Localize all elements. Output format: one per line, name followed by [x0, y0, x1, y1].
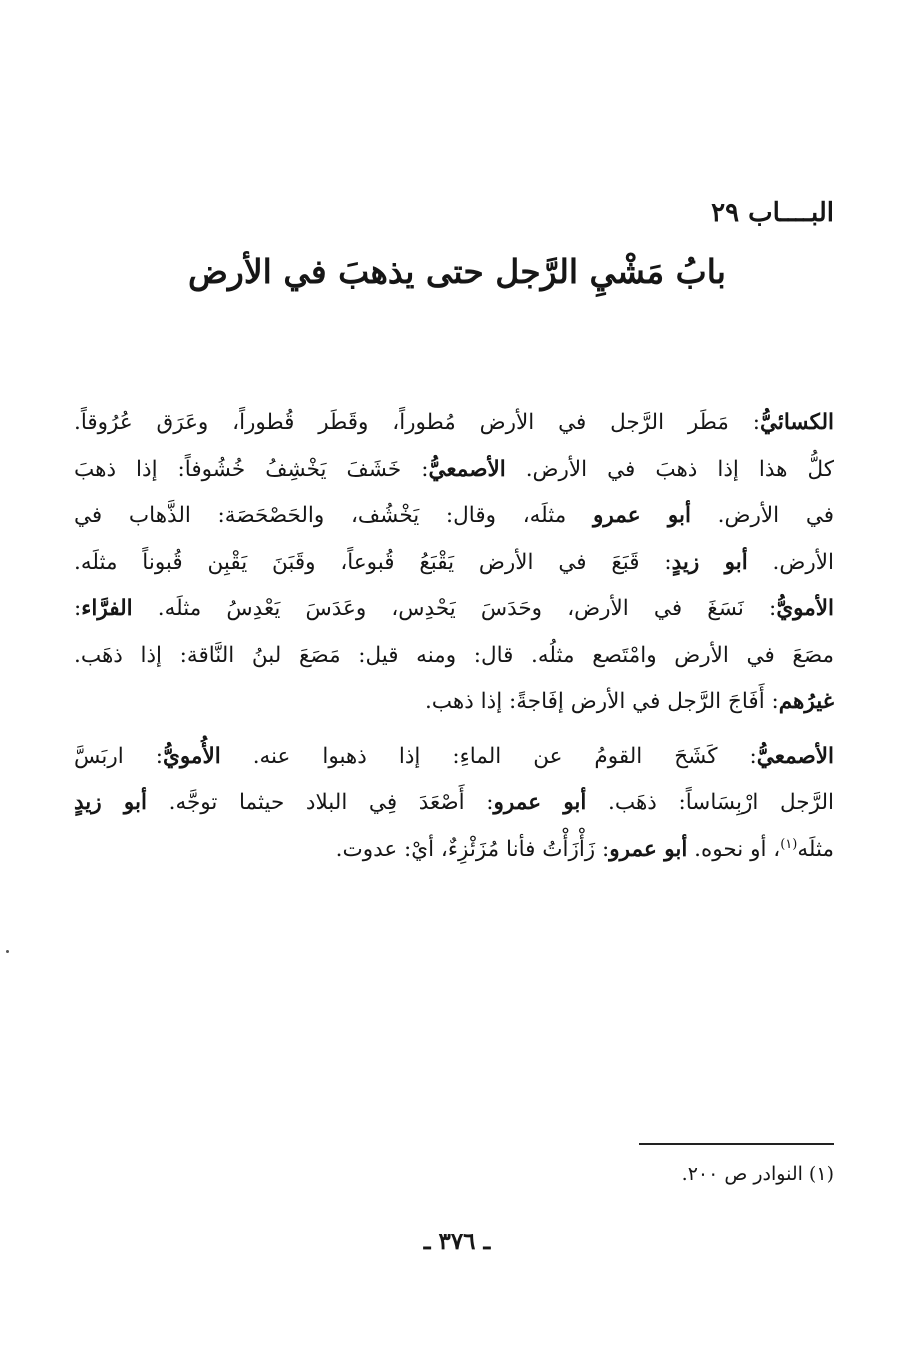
text-segment: مصَعَ في الأرض وامْتَصع مثلُه. قال: ومنه قيل: مَصَعَ لبنُ النَّاقة: إذا ذهَب. — [74, 642, 834, 668]
footnote-marker[interactable]: (١) — [780, 836, 798, 852]
text-line — [74, 447, 834, 494]
chapter-label: البــــاب ٢٩ — [711, 198, 834, 228]
scholar-name: الكسائيُّ — [759, 410, 834, 435]
scan-speck — [6, 950, 9, 953]
scholar-name: الأُمويُّ — [163, 743, 221, 769]
scholar-name: الفرَّاء — [81, 596, 133, 621]
text-segment: الرَّجل ارْبِسَاساً: ذهَب. — [586, 790, 834, 815]
text-segment: : مَطَر الرَّجل في الأرض مُطوراً، وقَطَر قُطوراً، وعَرَق عُرُوقاً. — [74, 410, 760, 435]
scholar-name: أبو عمرو — [609, 836, 688, 862]
text-segment: : كَشَحَ القومُ عن الماءِ: إذا ذهبوا عنه. — [220, 743, 757, 769]
text-line — [74, 633, 834, 680]
text-segment: : اربَسَّ — [74, 743, 163, 769]
scholar-name: أبو عمرو — [493, 790, 587, 815]
text-line — [74, 780, 834, 827]
page-number: ـ ٣٧٦ ـ — [423, 1228, 491, 1255]
chapter-title: بابُ مَشْيِ الرَّجل حتى يذهبَ في الأرض — [188, 252, 726, 291]
text-segment: : زَأْزَأْتُ فأنا مُزَئْزِءٌ، أيْ: عدوت. — [335, 836, 610, 862]
scholar-name: الأمويُّ — [776, 596, 834, 621]
text-segment: : أَفَاجَ الرَّجل في الأرض إفَاجةً: إذا ذهب. — [424, 689, 779, 714]
text-segment: مثلَه، وقال: يَخْشُف، والحَصْحَصَة: الذَّهاب في — [74, 503, 594, 528]
text-segment: : خَشَفَ يَخْشِفُ خُشُوفاً: إذا ذهبَ — [74, 456, 429, 482]
scholar-name: أبو زيدٍ — [671, 549, 748, 575]
paragraph-1 — [74, 400, 834, 726]
scholar-name: أبو زيدٍ — [74, 790, 147, 815]
scholar-name: الأصمعيُّ — [756, 743, 834, 769]
text-segment: : قَبَعَ في الأرض يَقْبَعُ قُبوعاً، وقَبَنَ يَقْبِن قُبوناً مثلَه. — [74, 549, 672, 575]
scholar-name: الأصمعيُّ — [428, 456, 506, 482]
text-line — [74, 734, 834, 781]
scholar-name: أبو عمرو — [593, 503, 691, 528]
paragraph-2 — [74, 734, 834, 874]
scholar-name: غيرُهم — [778, 689, 834, 714]
text-segment: : — [74, 596, 82, 621]
text-segment: ، أو نحوه. — [687, 836, 781, 862]
footnote-divider — [639, 1143, 834, 1145]
text-segment: : نَسَغَ في الأرض، وحَدَسَ يَحْدِس، وعَدَسَ يَعْدِسُ مثلَه. — [132, 596, 777, 621]
text-line — [74, 400, 834, 447]
text-segment: الأرض. — [747, 549, 834, 575]
text-segment: : أَصْعَدَ فِي البلاد حيثما توجَّه. — [147, 790, 494, 815]
text-segment: في الأرض. — [690, 503, 834, 528]
text-segment: كلُّ هذا إذا ذهبَ في الأرض. — [505, 456, 834, 482]
main-text — [74, 400, 834, 873]
footnote: (١) النوادر ص ٢٠٠. — [681, 1163, 834, 1185]
text-line — [74, 540, 834, 587]
text-segment: مثلَه — [797, 836, 834, 862]
text-line — [74, 493, 834, 540]
text-line — [74, 827, 834, 874]
text-line — [74, 679, 834, 726]
text-line — [74, 586, 834, 633]
